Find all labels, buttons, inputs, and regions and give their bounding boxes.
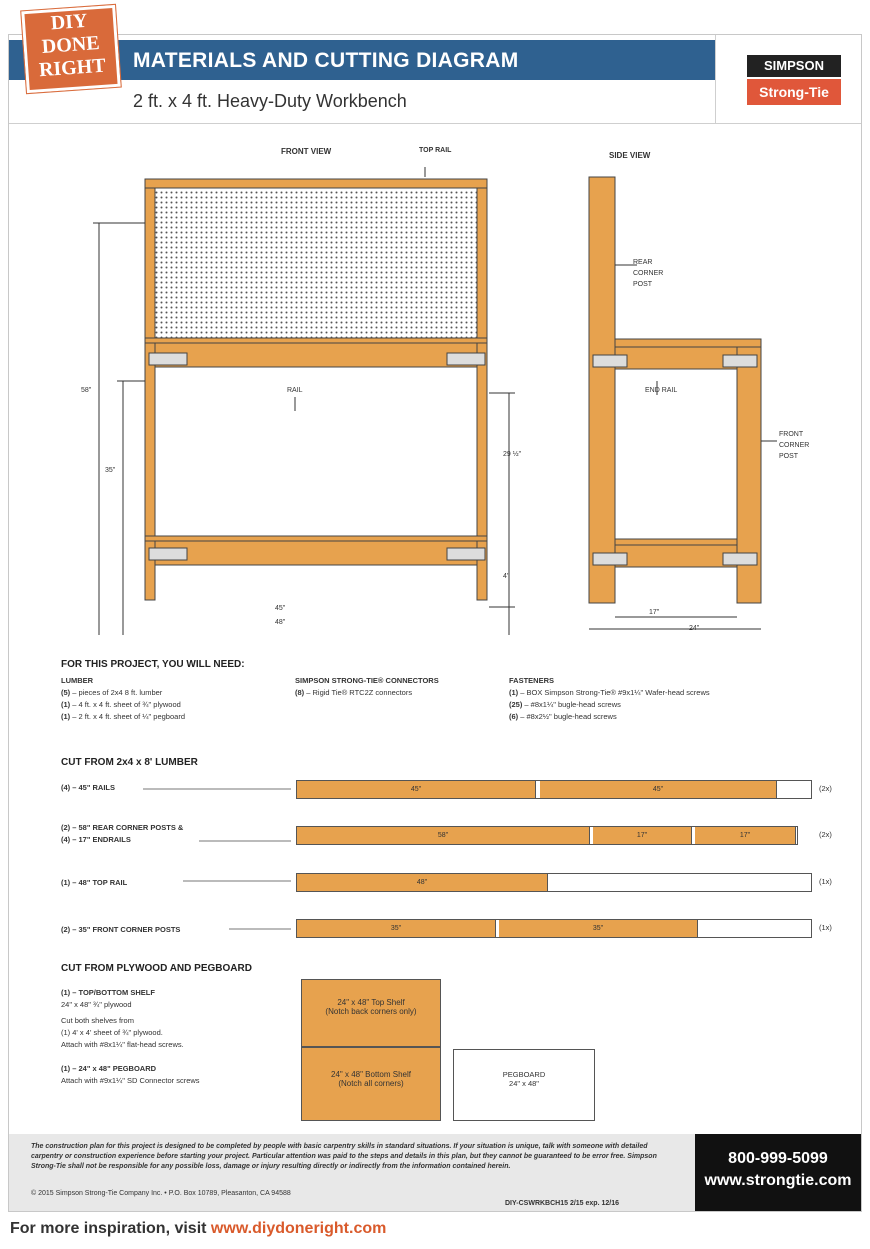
copyright: © 2015 Simpson Strong-Tie Company Inc. • P.O. Box 10789, Pleasanton, CA 94588 (31, 1190, 291, 1197)
bottom-shelf-note: (Notch all corners) (338, 1079, 404, 1088)
lumber-board (296, 780, 812, 799)
board-segment: 48" (297, 874, 548, 891)
inspiration-line (10, 1220, 386, 1238)
dim-side-inner: 17" (649, 609, 660, 616)
dim-lower-height: 35" (105, 467, 116, 474)
front-post-label-line3: POST (779, 453, 799, 460)
lumber-title: LUMBER (61, 676, 94, 685)
shelf-size: 24" x 48" ¾" plywood (61, 1000, 132, 1009)
board-qty: (1x) (819, 923, 832, 932)
board-segment: 45" (297, 781, 536, 798)
dim-side-outer: 24" (689, 625, 700, 632)
cut-row-label: (2) – 35" FRONT CORNER POSTS (61, 925, 181, 934)
shelf-notes (61, 987, 200, 1087)
front-view-drawing (69, 155, 549, 635)
front-post-label-line2: CORNER (779, 442, 810, 449)
phone-number[interactable]: 800-999-5099 (728, 1150, 828, 1167)
board-segment: 58" (297, 827, 590, 844)
banner-title: MATERIALS AND CUTTING DIAGRAM (133, 49, 519, 72)
board-segment: 17" (593, 827, 692, 844)
connectors-title: SIMPSON STRONG-TIE® CONNECTORS (295, 676, 439, 685)
fastener-item: (1) – BOX Simpson Strong-Tie® #9x1¼" Wafer-head screws (509, 688, 710, 697)
dim-total-height: 58" (81, 387, 92, 394)
inspiration-prefix: For more inspiration, visit (10, 1220, 211, 1237)
pegboard-sheet (453, 1049, 595, 1121)
brand-logo-top: SIMPSON (747, 55, 841, 77)
board-segment: 35" (297, 920, 496, 937)
rear-post-label-line2: CORNER (633, 270, 664, 277)
brand-logo-bottom: Strong-Tie (747, 79, 841, 105)
board-qty: (1x) (819, 877, 832, 886)
board-segment: 45" (540, 781, 777, 798)
logo-divider (715, 35, 716, 123)
pegboard-size: 24" x 48" (509, 1079, 539, 1088)
rail-label: RAIL (287, 387, 303, 394)
shelf-note: Cut both shelves from (61, 1016, 134, 1025)
fastener-item: (25) – #8x1¼" bugle-head screws (509, 700, 621, 709)
lumber-list (61, 675, 185, 723)
connector-item: (8) – Rigid Tie® RTC2Z connectors (295, 688, 413, 697)
lumber-item: (1) – 2 ft. x 4 ft. sheet of ¼" pegboard (61, 712, 185, 721)
lumber-item: (5) – pieces of 2x4 8 ft. lumber (61, 688, 163, 697)
shelf-title: (1) – TOP/BOTTOM SHELF (61, 988, 155, 997)
website-link[interactable]: www.strongtie.com (704, 1172, 852, 1189)
inspiration-link[interactable]: www.diydoneright.com (210, 1220, 387, 1237)
shelf-note: Attach with #8x1¼" flat-head screws. (61, 1040, 184, 1049)
fasteners-list (509, 675, 710, 723)
dim-foot: 4" (503, 573, 510, 580)
rear-post-label-line1: REAR (633, 259, 653, 266)
dim-inner-height: 29 ½" (503, 451, 522, 458)
cut-arrows (139, 781, 299, 941)
bottom-shelf-label: 24" x 48" Bottom Shelf (331, 1070, 411, 1079)
lumber-board (296, 873, 812, 892)
top-rail (145, 179, 487, 188)
top-shelf-label: 24" x 48" Top Shelf (337, 998, 405, 1007)
contact-box (695, 1134, 861, 1211)
board-segment: 17" (695, 827, 796, 844)
front-view-title: FRONT VIEW (281, 147, 332, 156)
logo-line: RIGHT (38, 54, 107, 82)
diy-done-right-logo (21, 5, 120, 93)
side-view-drawing (579, 169, 809, 639)
board-segment: 35" (499, 920, 698, 937)
cut-row-label: (4) – 17" ENDRAILS (61, 835, 131, 844)
lumber-board (296, 919, 812, 938)
connectors-list (295, 675, 439, 699)
top-rail-label: TOP RAIL (419, 147, 452, 154)
lower-rail (155, 541, 477, 565)
shelf-note: (1) 4' x 4' sheet of ¾" plywood. (61, 1028, 163, 1037)
front-post-label-line1: FRONT (779, 431, 804, 438)
page-subtitle: 2 ft. x 4 ft. Heavy-Duty Workbench (133, 91, 407, 111)
cut-row-label: (4) – 45" RAILS (61, 783, 115, 792)
pegboard-title: (1) – 24" x 48" PEGBOARD (61, 1064, 157, 1073)
lower-end-rail (615, 545, 737, 567)
header-divider (9, 123, 861, 124)
rear-post-label-line3: POST (633, 281, 653, 288)
lumber-board (296, 826, 798, 845)
plan-sheet (8, 34, 862, 1212)
pegboard-note: Attach with #9x1¼" SD Connector screws (61, 1076, 200, 1085)
fasteners-title: FASTENERS (509, 676, 555, 685)
side-view-title: SIDE VIEW (609, 151, 651, 160)
upper-end-rail (615, 347, 737, 369)
front-post-label (779, 429, 809, 462)
cut-row-label: (2) – 58" REAR CORNER POSTS & (61, 823, 184, 832)
rear-corner-post (589, 177, 615, 603)
logo-line: DONE (41, 32, 101, 58)
upper-rail (155, 343, 477, 367)
document-number: DIY-CSWRKBCH15 2/15 exp. 12/16 (505, 1200, 619, 1207)
cut-row-label: (1) – 48" TOP RAIL (61, 878, 128, 887)
dim-inner-width: 45" (275, 605, 286, 612)
needs-heading: FOR THIS PROJECT, YOU WILL NEED: (61, 659, 245, 670)
end-rail-label: END RAIL (645, 387, 678, 394)
top-shelf-note: (Notch back corners only) (325, 1007, 417, 1016)
bottom-shelf (301, 1047, 441, 1121)
cut-plywood-heading: CUT FROM PLYWOOD AND PEGBOARD (61, 963, 252, 974)
board-qty: (2x) (819, 830, 832, 839)
top-shelf (301, 979, 441, 1047)
rear-post-label (633, 257, 663, 290)
cut-lumber-heading: CUT FROM 2x4 x 8' LUMBER (61, 757, 198, 768)
fastener-item: (6) – #8x2½" bugle-head screws (509, 712, 617, 721)
lumber-item: (1) – 4 ft. x 4 ft. sheet of ¾" plywood (61, 700, 181, 709)
pegboard-label: PEGBOARD (502, 1070, 546, 1079)
disclaimer-box (9, 1134, 695, 1211)
disclaimer-text: The construction plan for this project is designed to be completed by people with basic carpentry skills in standard situations. If your situation is unique, talk with someone with detailed carpentry or construction experience before starting your project. Particular attention was paid to the steps and details in this plan, but they cannot be guaranteed to be error free. Simpson Strong-Tie shall not be responsible for any possible loss, damage or injury resulting directly or indirectly from the information contained herein. (31, 1143, 657, 1170)
logo-line: DIY (50, 9, 89, 35)
pegboard-panel (155, 188, 477, 338)
board-qty: (2x) (819, 784, 832, 793)
dim-total-width: 48" (275, 619, 286, 626)
